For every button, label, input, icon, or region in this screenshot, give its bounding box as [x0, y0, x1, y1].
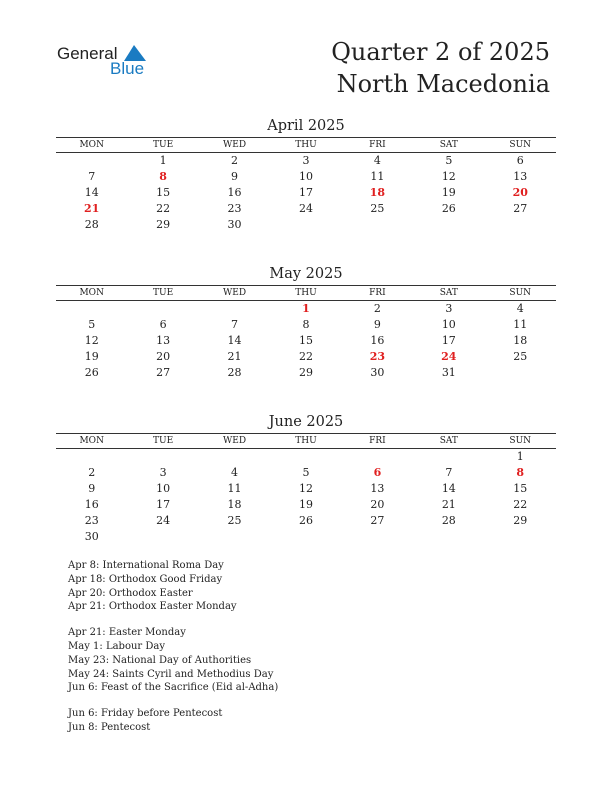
day-cell: 24 [156, 514, 171, 527]
generalblue-logo [57, 44, 157, 80]
week-row [56, 365, 556, 381]
day-cell: 10 [441, 318, 456, 331]
holiday-note-group [68, 626, 278, 695]
week-row [56, 301, 556, 317]
weekday-label: MON [79, 436, 104, 446]
month-april [56, 117, 556, 233]
month-june [56, 413, 556, 545]
day-cell [56, 301, 127, 317]
day-cell: 12 [84, 334, 99, 347]
day-cell: 29 [513, 514, 528, 527]
weekday-label: WED [223, 140, 247, 150]
week-row [56, 529, 556, 545]
day-cell: 28 [227, 366, 242, 379]
title-quarter: Quarter 2 of 2025 [331, 38, 550, 66]
weekday-header [56, 137, 556, 153]
day-cell [127, 301, 198, 317]
holiday-day: 8 [516, 466, 525, 479]
weekday-label: FRI [369, 288, 386, 298]
day-cell [270, 529, 341, 545]
weekday-label: THU [295, 436, 317, 446]
day-cell: 19 [84, 350, 99, 363]
weekday-label: SAT [439, 436, 458, 446]
day-cell: 14 [84, 186, 99, 199]
weekday-label: THU [295, 288, 317, 298]
day-cell: 22 [298, 350, 313, 363]
day-cell: 20 [156, 350, 171, 363]
holiday-day: 24 [441, 350, 457, 363]
week-row [56, 497, 556, 513]
weekday-header [56, 433, 556, 449]
weekday-label: SUN [509, 288, 532, 298]
day-cell: 30 [227, 218, 242, 231]
holiday-note: Apr 18: Orthodox Good Friday [68, 573, 223, 585]
day-cell: 9 [88, 482, 96, 495]
holiday-note: Apr 20: Orthodox Easter [68, 587, 193, 599]
week-row [56, 201, 556, 217]
day-cell [485, 217, 556, 233]
day-cell: 31 [441, 366, 456, 379]
day-cell: 27 [156, 366, 171, 379]
day-cell: 5 [445, 154, 453, 167]
day-cell: 29 [298, 366, 313, 379]
day-cell: 15 [156, 186, 171, 199]
holiday-note: May 1: Labour Day [68, 640, 165, 652]
day-cell: 26 [84, 366, 99, 379]
day-cell: 7 [231, 318, 239, 331]
day-cell [270, 217, 341, 233]
holiday-note: Apr 21: Orthodox Easter Monday [68, 601, 237, 613]
weekday-label: SUN [509, 436, 532, 446]
month-weeks [56, 301, 556, 381]
day-cell: 1 [159, 154, 167, 167]
day-cell: 25 [370, 202, 385, 215]
day-cell [56, 153, 127, 169]
holiday-note: Jun 8: Pentecost [68, 721, 151, 733]
month-may [56, 265, 556, 381]
day-cell: 10 [298, 170, 313, 183]
day-cell: 3 [302, 154, 310, 167]
day-cell: 18 [227, 498, 242, 511]
weekday-label: WED [223, 288, 247, 298]
week-row [56, 513, 556, 529]
month-weeks [56, 153, 556, 233]
week-row [56, 185, 556, 201]
day-cell: 21 [441, 498, 456, 511]
day-cell: 11 [227, 482, 242, 495]
day-cell [485, 365, 556, 381]
day-cell: 9 [373, 318, 381, 331]
day-cell: 11 [513, 318, 528, 331]
day-cell: 4 [231, 466, 239, 479]
holiday-day: 18 [369, 186, 386, 199]
week-row [56, 333, 556, 349]
day-cell: 25 [513, 350, 528, 363]
day-cell: 22 [156, 202, 171, 215]
holiday-note-group [68, 707, 278, 735]
day-cell: 3 [159, 466, 167, 479]
day-cell: 2 [373, 302, 381, 315]
week-row [56, 449, 556, 465]
day-cell: 15 [298, 334, 313, 347]
day-cell: 13 [513, 170, 528, 183]
logo-text-general: General [57, 44, 118, 63]
day-cell: 18 [513, 334, 528, 347]
day-cell [413, 449, 484, 465]
holiday-day: 8 [159, 170, 167, 183]
day-cell: 28 [441, 514, 456, 527]
weekday-label: FRI [369, 436, 386, 446]
holiday-notes [68, 559, 278, 747]
holiday-day: 21 [84, 202, 100, 215]
day-cell [342, 449, 413, 465]
day-cell: 13 [370, 482, 385, 495]
day-cell: 14 [441, 482, 456, 495]
weekday-label: SUN [509, 140, 532, 150]
day-cell: 17 [156, 498, 171, 511]
day-cell: 21 [227, 350, 242, 363]
day-cell: 30 [84, 530, 99, 543]
day-cell [199, 529, 270, 545]
weekday-label: FRI [369, 140, 386, 150]
holiday-note: Apr 21: Easter Monday [68, 627, 186, 639]
day-cell: 22 [513, 498, 528, 511]
holiday-day: 20 [512, 186, 528, 199]
day-cell: 28 [84, 218, 99, 231]
day-cell: 14 [227, 334, 242, 347]
holiday-note: May 23: National Day of Authorities [68, 654, 252, 666]
day-cell: 23 [227, 202, 242, 215]
day-cell [56, 449, 127, 465]
day-cell: 17 [298, 186, 313, 199]
holiday-note: Jun 6: Feast of the Sacrifice (Eid al-Adha) [68, 682, 279, 694]
day-cell: 4 [373, 154, 381, 167]
day-cell: 4 [516, 302, 524, 315]
day-cell: 27 [513, 202, 528, 215]
day-cell [199, 301, 270, 317]
week-row [56, 481, 556, 497]
day-cell: 6 [516, 154, 524, 167]
day-cell: 24 [298, 202, 313, 215]
day-cell: 13 [156, 334, 171, 347]
holiday-note: Apr 8: International Roma Day [68, 560, 224, 571]
page-title [331, 36, 550, 100]
day-cell [127, 529, 198, 545]
day-cell: 5 [302, 466, 310, 479]
day-cell: 26 [298, 514, 313, 527]
day-cell: 16 [370, 334, 385, 347]
day-cell: 17 [441, 334, 456, 347]
day-cell [127, 449, 198, 465]
day-cell: 12 [441, 170, 456, 183]
weekday-label: SAT [439, 140, 458, 150]
day-cell: 19 [298, 498, 313, 511]
day-cell: 29 [156, 218, 171, 231]
day-cell: 27 [370, 514, 385, 527]
week-row [56, 349, 556, 365]
day-cell: 8 [302, 318, 310, 331]
day-cell: 25 [227, 514, 242, 527]
day-cell: 19 [441, 186, 456, 199]
day-cell: 7 [88, 170, 96, 183]
day-cell [342, 217, 413, 233]
day-cell: 30 [370, 366, 385, 379]
week-row [56, 169, 556, 185]
week-row [56, 153, 556, 169]
day-cell: 6 [159, 318, 167, 331]
day-cell: 1 [516, 450, 524, 463]
weekday-label: MON [79, 288, 104, 298]
day-cell: 10 [156, 482, 171, 495]
month-title: June 2025 [268, 414, 344, 430]
day-cell: 11 [370, 170, 385, 183]
day-cell [270, 449, 341, 465]
day-cell: 15 [513, 482, 528, 495]
day-cell: 7 [445, 466, 453, 479]
month-title: April 2025 [267, 118, 345, 134]
day-cell: 16 [84, 498, 99, 511]
week-row [56, 317, 556, 333]
holiday-day: 23 [369, 350, 386, 363]
day-cell [342, 529, 413, 545]
day-cell: 16 [227, 186, 242, 199]
weekday-label: TUE [153, 436, 174, 446]
weekday-label: TUE [153, 288, 174, 298]
day-cell: 12 [298, 482, 313, 495]
day-cell: 5 [88, 318, 96, 331]
weekday-label: THU [295, 140, 317, 150]
holiday-day: 1 [302, 302, 310, 315]
weekday-label: TUE [153, 140, 174, 150]
logo-text-blue: Blue [110, 59, 145, 78]
day-cell [485, 529, 556, 545]
holiday-day: 6 [373, 466, 382, 479]
weekday-header [56, 285, 556, 301]
month-weeks [56, 449, 556, 545]
day-cell: 23 [84, 514, 99, 527]
week-row [56, 217, 556, 233]
day-cell [413, 529, 484, 545]
day-cell [199, 449, 270, 465]
title-country: North Macedonia [336, 70, 550, 98]
weekday-label: WED [223, 436, 247, 446]
month-title: May 2025 [269, 266, 343, 282]
day-cell: 3 [445, 302, 453, 315]
day-cell [413, 217, 484, 233]
day-cell: 2 [88, 466, 96, 479]
day-cell: 9 [231, 170, 239, 183]
day-cell: 26 [441, 202, 456, 215]
weekday-label: MON [79, 140, 104, 150]
day-cell: 20 [370, 498, 385, 511]
week-row [56, 465, 556, 481]
holiday-note: May 24: Saints Cyril and Methodius Day [68, 668, 274, 680]
weekday-label: SAT [439, 288, 458, 298]
holiday-note: Jun 6: Friday before Pentecost [68, 708, 223, 720]
day-cell: 2 [231, 154, 239, 167]
holiday-note-group [68, 559, 278, 614]
